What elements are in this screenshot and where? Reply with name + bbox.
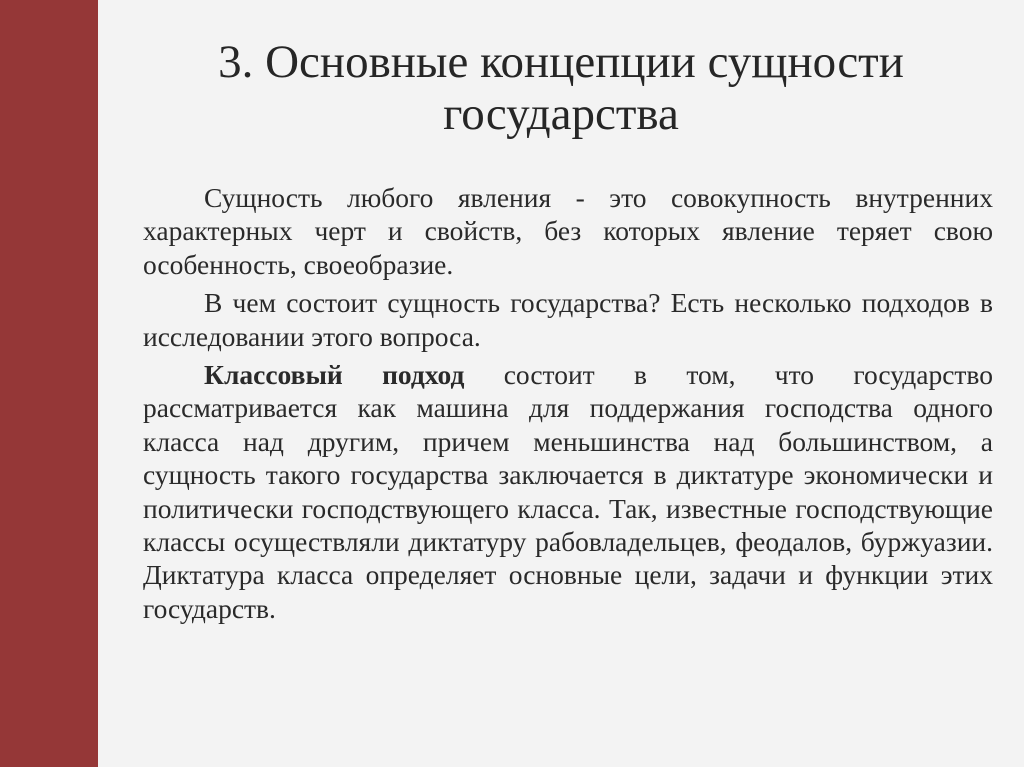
slide-title: [98, 36, 1024, 140]
slide: [98, 0, 1024, 767]
class-approach-term: Классовый подход: [204, 359, 465, 391]
class-approach-text: состоит в том, что государство рассматривается как машина для поддержания господства одного класса над другим, причем меньшинства над большинством, а сущность такого государства заключается в диктатуре экономически и политически господствующего класса. Так, известные господствующие классы осуществляли диктатуру рабовладельцев, феодалов, буржуазии. Диктатура класса определяет основные цели, задачи и функции этих государств.: [143, 359, 993, 624]
slide-title-line-2: государства: [443, 88, 679, 140]
paragraph-essence-definition: Сущность любого явления - это совокупность внутренних характерных черт и свойств, без которых явление теряет свою особенность, своеобразие.: [143, 182, 993, 280]
slide-body: [143, 181, 993, 630]
paragraph-class-approach: [143, 358, 993, 625]
paragraph-question: В чем состоит сущность государства? Есть несколько подходов в исследовании этого вопроса.: [143, 287, 993, 352]
slide-title-line-1: 3. Основные концепции сущности: [218, 36, 904, 88]
left-accent-bar: [0, 0, 98, 767]
